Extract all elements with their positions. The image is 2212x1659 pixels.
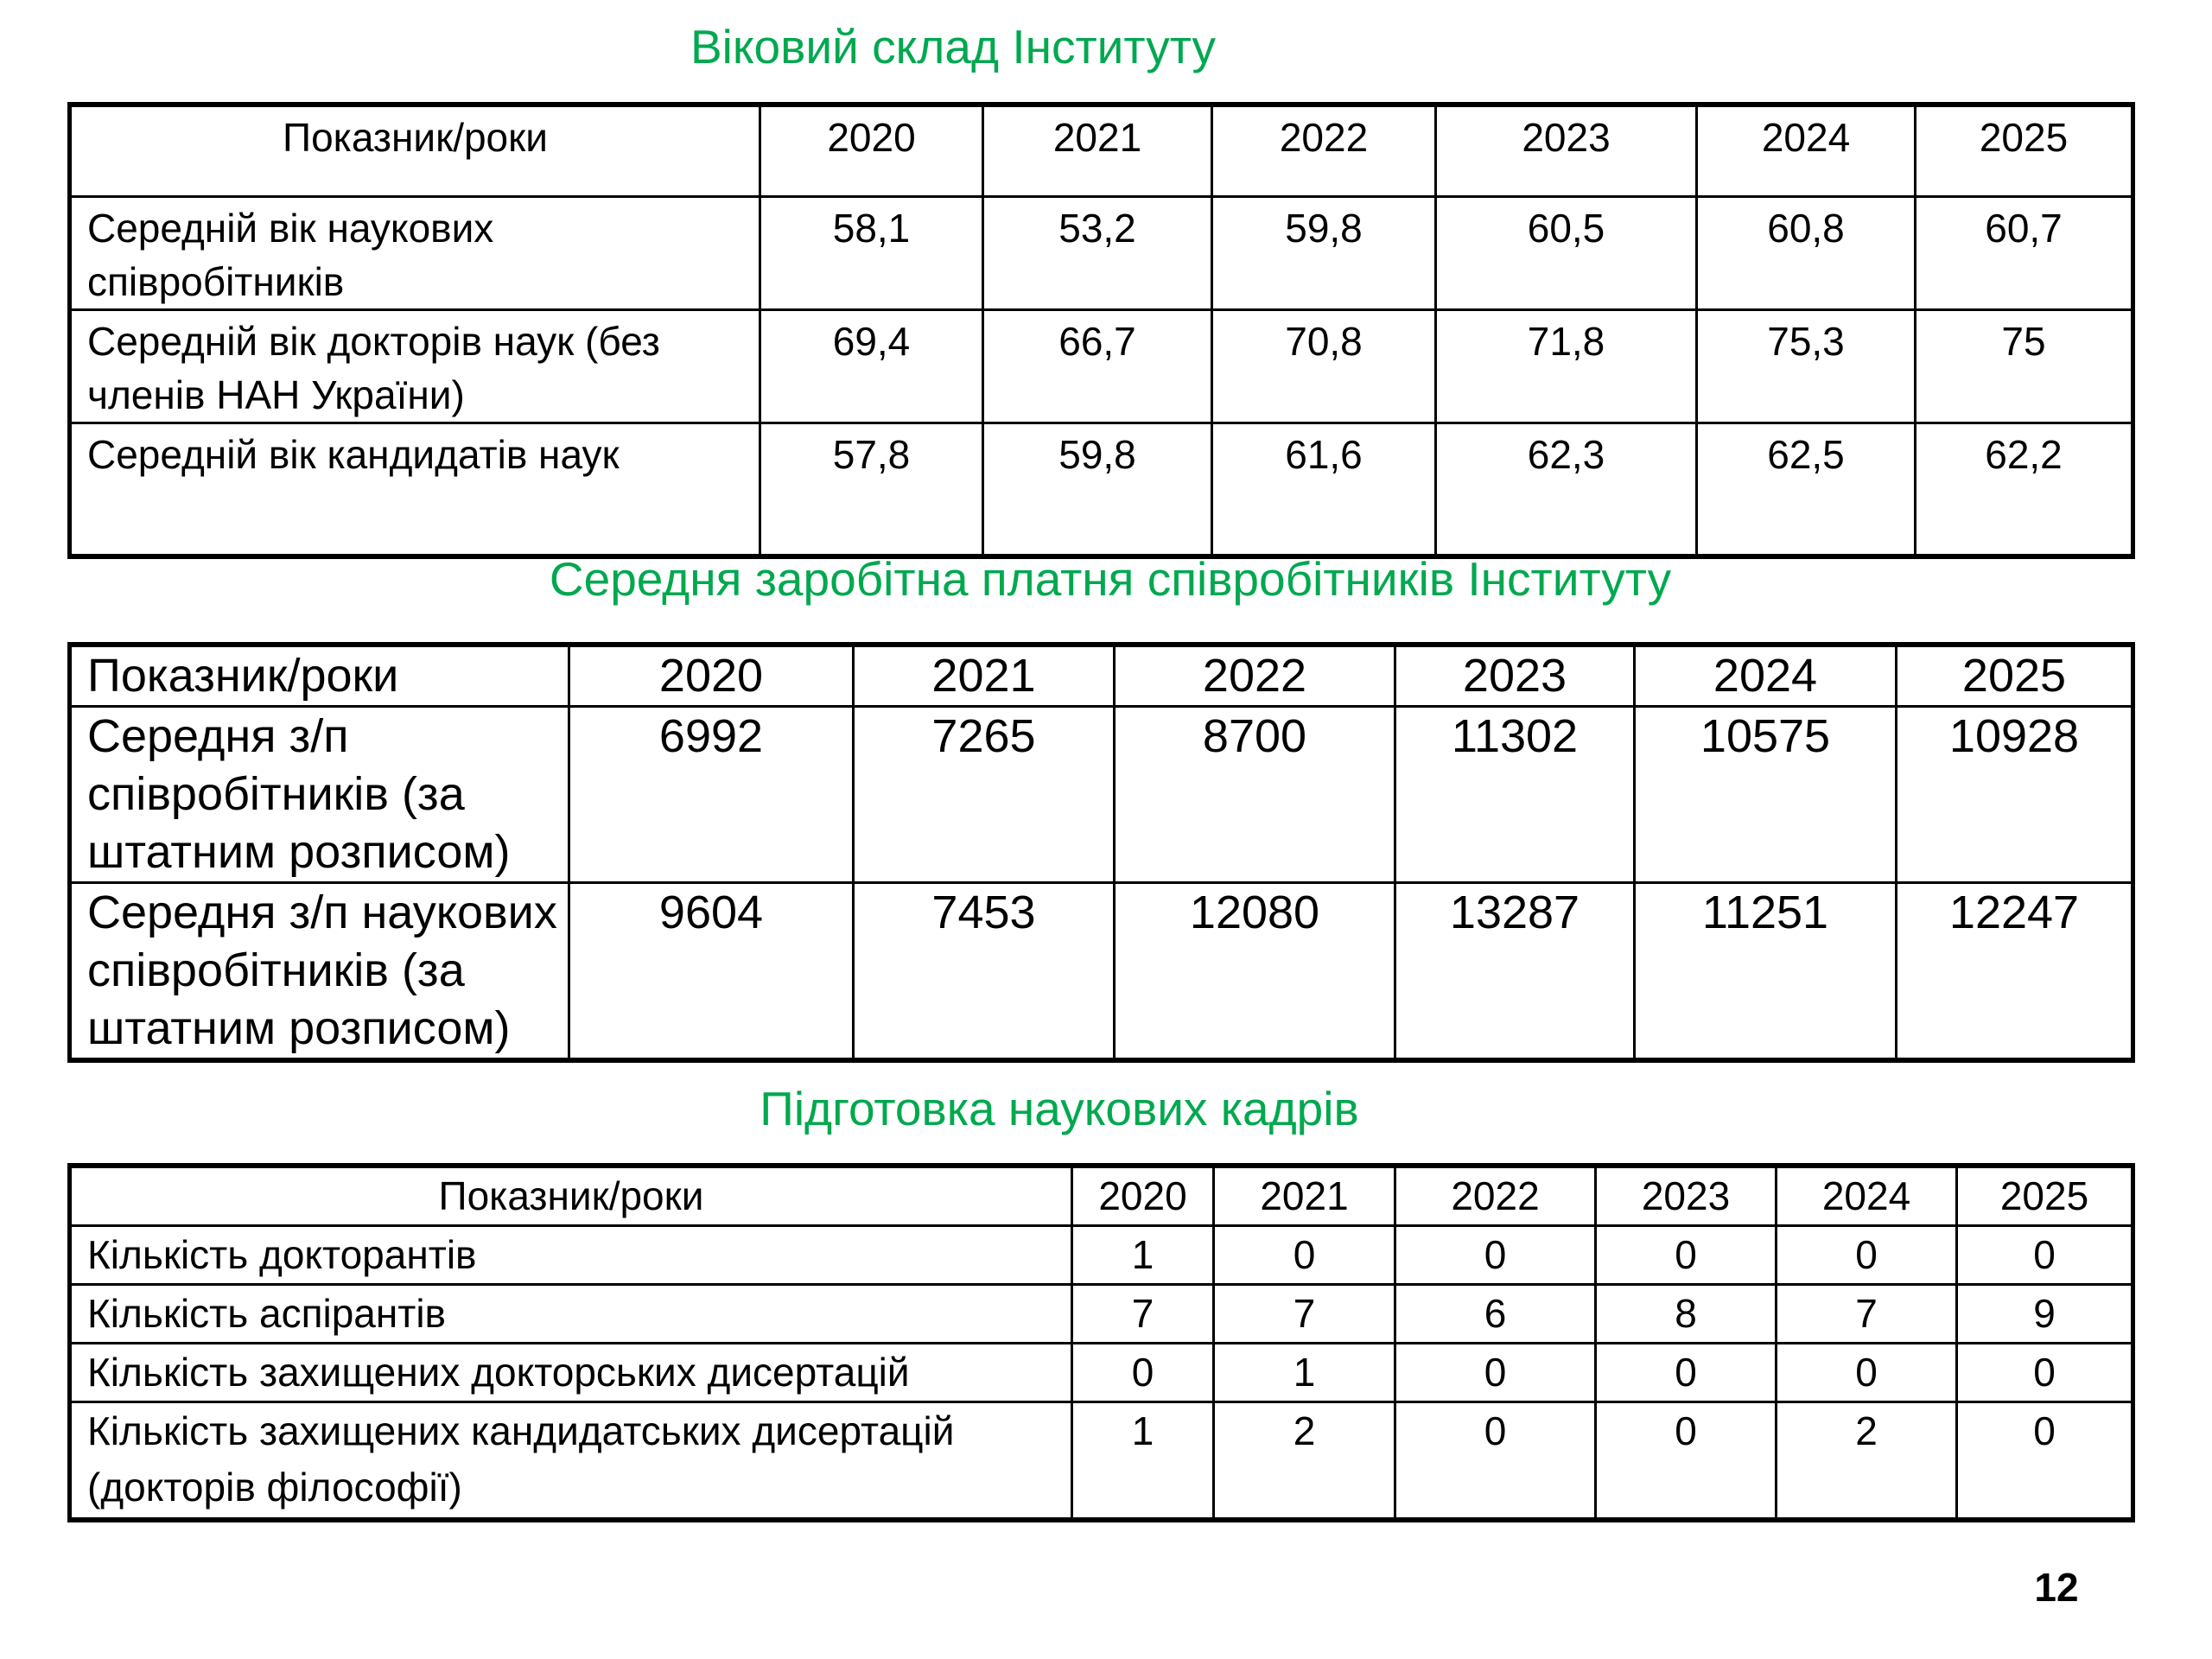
header-cell: 2021 — [854, 645, 1115, 707]
cell-value: 7265 — [854, 707, 1115, 883]
header-cell: 2020 — [760, 105, 983, 196]
row-label: Кількість захищених докторських дисертацій — [70, 1344, 1072, 1402]
cell-value: 70,8 — [1212, 309, 1436, 423]
header-cell: 2025 — [1897, 645, 2133, 707]
row-label: Кількість аспірантів — [70, 1285, 1072, 1344]
row-label: Середній вік кандидатів наук — [70, 423, 760, 556]
table-row — [70, 1402, 2133, 1520]
training-table — [67, 1163, 2135, 1522]
cell-value: 6 — [1395, 1285, 1596, 1344]
cell-value: 12247 — [1897, 883, 2133, 1061]
cell-value: 75 — [1916, 309, 2133, 423]
table-row — [70, 1344, 2133, 1402]
cell-value: 2 — [1214, 1402, 1395, 1520]
cell-value: 61,6 — [1212, 423, 1436, 556]
cell-value: 0 — [1214, 1226, 1395, 1285]
training-section-title: Підготовка наукових кадрів — [760, 1082, 1359, 1135]
cell-value: 62,3 — [1436, 423, 1697, 556]
cell-value: 71,8 — [1436, 309, 1697, 423]
cell-value: 59,8 — [983, 423, 1212, 556]
table-row — [70, 1226, 2133, 1285]
salary-section-title: Середня заробітна платня співробітників Інституту — [549, 552, 1672, 606]
cell-value: 1 — [1072, 1226, 1214, 1285]
header-cell: 2025 — [1916, 105, 2133, 196]
cell-value: 1 — [1214, 1344, 1395, 1402]
cell-value: 2 — [1777, 1402, 1957, 1520]
cell-value: 7453 — [854, 883, 1115, 1061]
cell-value: 7 — [1214, 1285, 1395, 1344]
table-header-row — [70, 645, 2133, 707]
header-cell: 2025 — [1957, 1166, 2133, 1226]
header-cell: 2022 — [1212, 105, 1436, 196]
page-number: 12 — [2034, 1565, 2079, 1610]
cell-value: 8 — [1596, 1285, 1777, 1344]
cell-value: 69,4 — [760, 309, 983, 423]
header-cell: 2024 — [1697, 105, 1916, 196]
table-row — [70, 1285, 2133, 1344]
cell-value: 66,7 — [983, 309, 1212, 423]
header-cell: Показник/роки — [70, 105, 760, 196]
cell-value: 13287 — [1395, 883, 1635, 1061]
header-cell: 2023 — [1395, 645, 1635, 707]
cell-value: 60,5 — [1436, 196, 1697, 309]
header-cell: 2023 — [1436, 105, 1697, 196]
header-cell: 2022 — [1115, 645, 1395, 707]
cell-value: 7 — [1777, 1285, 1957, 1344]
header-cell: 2023 — [1596, 1166, 1777, 1226]
header-cell: 2020 — [1072, 1166, 1214, 1226]
cell-value: 0 — [1596, 1402, 1777, 1520]
cell-value: 60,7 — [1916, 196, 2133, 309]
row-label: Середній вік наукових співробітників — [70, 196, 760, 309]
cell-value: 0 — [1957, 1402, 2133, 1520]
cell-value: 0 — [1957, 1226, 2133, 1285]
row-label: Середня з/п співробітників (за штатним розписом) — [70, 707, 569, 883]
cell-value: 12080 — [1115, 883, 1395, 1061]
header-cell: Показник/роки — [70, 1166, 1072, 1226]
cell-value: 53,2 — [983, 196, 1212, 309]
cell-value: 0 — [1596, 1226, 1777, 1285]
cell-value: 0 — [1777, 1344, 1957, 1402]
row-label: Кількість захищених кандидатських дисертацій (докторів філософії) — [70, 1402, 1072, 1520]
table-row — [70, 423, 2133, 556]
cell-value: 0 — [1395, 1226, 1596, 1285]
cell-value: 60,8 — [1697, 196, 1916, 309]
cell-value: 0 — [1596, 1344, 1777, 1402]
age-table — [67, 102, 2135, 559]
cell-value: 10575 — [1635, 707, 1897, 883]
cell-value: 0 — [1777, 1226, 1957, 1285]
table-row — [70, 196, 2133, 309]
header-cell: 2021 — [983, 105, 1212, 196]
header-cell: 2024 — [1777, 1166, 1957, 1226]
cell-value: 0 — [1957, 1344, 2133, 1402]
table-header-row — [70, 1166, 2133, 1226]
age-section-title: Віковий склад Інституту — [690, 20, 1217, 73]
row-label: Кількість докторантів — [70, 1226, 1072, 1285]
cell-value: 0 — [1072, 1344, 1214, 1402]
cell-value: 9604 — [569, 883, 854, 1061]
cell-value: 1 — [1072, 1402, 1214, 1520]
row-label: Середня з/п наукових співробітників (за штатним розписом) — [70, 883, 569, 1061]
table-row — [70, 309, 2133, 423]
cell-value: 8700 — [1115, 707, 1395, 883]
row-label: Середній вік докторів наук (без членів НАН України) — [70, 309, 760, 423]
cell-value: 62,2 — [1916, 423, 2133, 556]
cell-value: 0 — [1395, 1402, 1596, 1520]
cell-value: 75,3 — [1697, 309, 1916, 423]
cell-value: 6992 — [569, 707, 854, 883]
header-cell: 2022 — [1395, 1166, 1596, 1226]
table-header-row — [70, 105, 2133, 196]
cell-value: 0 — [1395, 1344, 1596, 1402]
header-cell: Показник/роки — [70, 645, 569, 707]
table-row — [70, 883, 2133, 1061]
header-cell: 2021 — [1214, 1166, 1395, 1226]
header-cell: 2024 — [1635, 645, 1897, 707]
cell-value: 10928 — [1897, 707, 2133, 883]
cell-value: 11251 — [1635, 883, 1897, 1061]
header-cell: 2020 — [569, 645, 854, 707]
cell-value: 59,8 — [1212, 196, 1436, 309]
cell-value: 58,1 — [760, 196, 983, 309]
cell-value: 62,5 — [1697, 423, 1916, 556]
cell-value: 11302 — [1395, 707, 1635, 883]
cell-value: 9 — [1957, 1285, 2133, 1344]
salary-table — [67, 642, 2135, 1063]
table-row — [70, 707, 2133, 883]
cell-value: 7 — [1072, 1285, 1214, 1344]
cell-value: 57,8 — [760, 423, 983, 556]
